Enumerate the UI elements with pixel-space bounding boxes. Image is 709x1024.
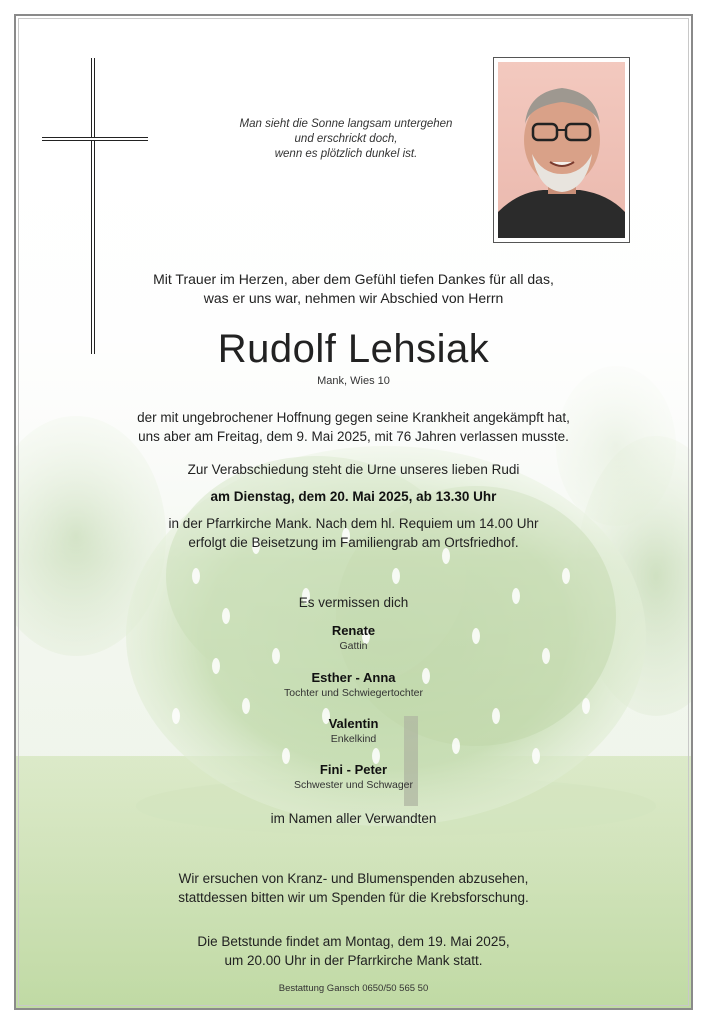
donation-line: Wir ersuchen von Kranz- und Blumenspenden abzusehen, (178, 871, 529, 886)
intro-line: was er uns war, nehmen wir Abschied von Herrn (203, 290, 504, 306)
prayer-line: Die Betstunde findet am Montag, dem 19. Mai 2025, (197, 934, 510, 949)
mourner-relation: Tochter und Schwiegertochter (284, 687, 423, 699)
portrait-photo (493, 57, 630, 243)
quote-line: Man sieht die Sonne langsam untergehen (239, 118, 453, 130)
obituary-card (14, 14, 693, 1010)
prayer-line: um 20.00 Uhr in der Pfarrkirche Mank statt. (224, 953, 483, 968)
funeral-home-contact: Bestattung Gansch 0650/50 565 50 (278, 983, 429, 994)
memorial-quote (196, 117, 496, 162)
mourner-name: Renate (331, 623, 376, 638)
mourner-name: Valentin (328, 716, 379, 731)
farewell-place-line: erfolgt die Beisetzung im Familiengrab am Ortsfriedhof. (188, 535, 519, 550)
intro-line: Mit Trauer im Herzen, aber dem Gefühl tiefen Dankes für all das, (153, 271, 554, 287)
mourner-entry (16, 716, 691, 746)
mourner-name: Fini - Peter (319, 762, 388, 777)
mourner-entry (16, 762, 691, 792)
farewell-place (16, 514, 691, 552)
story-line: der mit ungebrochener Hoffnung gegen seine Krankheit angekämpft hat, (137, 410, 570, 425)
mourners-heading: Es vermissen dich (298, 595, 409, 610)
mourner-entry (16, 623, 691, 653)
quote-line: und erschrickt doch, (294, 133, 398, 145)
story-line: uns aber am Freitag, dem 9. Mai 2025, mit 76 Jahren verlassen musste. (138, 429, 569, 444)
deceased-name: Rudolf Lehsiak (217, 327, 490, 371)
relatives-closing: im Namen aller Verwandten (270, 811, 437, 826)
donation-line: stattdessen bitten wir um Spenden für die Krebsforschung. (178, 890, 529, 905)
quote-line: wenn es plötzlich dunkel ist. (274, 148, 418, 160)
cross-icon (91, 58, 95, 354)
mourner-relation: Enkelkind (330, 733, 377, 745)
farewell-intro: Zur Verabschiedung steht die Urne unseres lieben Rudi (187, 462, 520, 477)
mourner-name: Esther - Anna (311, 670, 396, 685)
mourner-entry (16, 670, 691, 700)
deceased-address: Mank, Wies 10 (317, 375, 390, 387)
prayer-hour (16, 932, 691, 970)
cross-bar (42, 137, 148, 141)
mourner-relation: Gattin (339, 640, 368, 652)
intro-text (16, 270, 691, 308)
story-text (16, 408, 691, 446)
mourner-relation: Schwester und Schwager (293, 779, 414, 791)
farewell-place-line: in der Pfarrkirche Mank. Nach dem hl. Requiem um 14.00 Uhr (168, 516, 539, 531)
farewell-date: am Dienstag, dem 20. Mai 2025, ab 13.30 Uhr (210, 489, 497, 504)
donation-request (16, 869, 691, 907)
portrait-image (498, 62, 625, 238)
